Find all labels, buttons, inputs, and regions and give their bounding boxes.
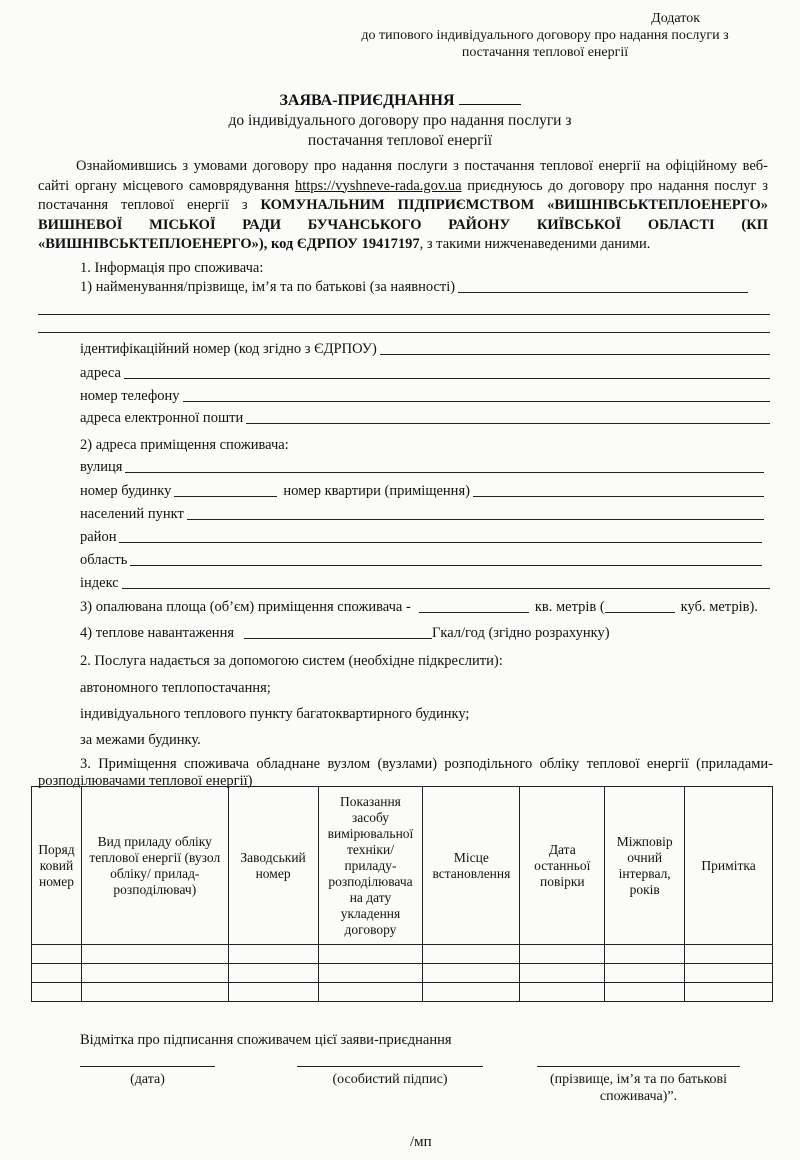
col-header-reading: Показання засобу вимірювальної техніки/ приладу-розподілювача на дату укладення договору (318, 787, 423, 945)
signature-caption: (особистий підпис) (332, 1072, 448, 1087)
table-row (32, 983, 773, 1002)
col-header-device-type: Вид приладу обліку теплової енергії (вузол обліку/ прилад-розподілювач) (81, 787, 228, 945)
table-cell[interactable] (520, 964, 605, 983)
index-field-row (80, 574, 770, 592)
intro-text-1: Ознайомившись з умовами договору про надання послуги з постачання теплової енергії на офіційному веб-сайті органу місцевого самоврядування (38, 158, 768, 194)
table-cell[interactable] (32, 983, 82, 1002)
address-field-row (80, 364, 770, 382)
full-name-signature-line[interactable] (537, 1066, 740, 1067)
table-cell[interactable] (423, 983, 520, 1002)
col-header-interval: Міжповір очний інтервал, років (605, 787, 685, 945)
table-cell[interactable] (81, 964, 228, 983)
settlement-label: населений пункт (80, 506, 184, 522)
settlement-input-line[interactable] (187, 518, 764, 520)
name-input-line-3[interactable] (38, 332, 770, 333)
title-line-2: до індивідуального договору про надання послуги з (228, 112, 572, 129)
table-cell[interactable] (32, 945, 82, 964)
settlement-field-row (80, 505, 764, 523)
phone-field-row (80, 387, 770, 405)
title-main: ЗАЯВА-ПРИЄДНАННЯ (279, 92, 455, 109)
street-field-row (80, 458, 764, 476)
name-input-line-2[interactable] (38, 314, 770, 315)
district-field-row (80, 528, 762, 546)
id-label: ідентифікаційний номер (код згідно з ЄДРПОУ) (80, 341, 377, 357)
table-cell[interactable] (520, 983, 605, 1002)
heat-load-input-line[interactable] (244, 637, 432, 639)
region-label: область (80, 552, 128, 568)
table-cell[interactable] (685, 945, 773, 964)
table-cell[interactable] (228, 983, 318, 1002)
intro-text-3: , з такими нижченаведеними даними. (419, 236, 651, 252)
date-signature-line[interactable] (80, 1066, 215, 1067)
table-cell[interactable] (605, 983, 685, 1002)
premises-heading: 2) адреса приміщення споживача: (80, 437, 289, 453)
col-header-number: Поряд ковий номер (32, 787, 82, 945)
table-cell[interactable] (318, 945, 423, 964)
area-cub-unit: куб. метрів). (680, 599, 758, 615)
area-sq-unit: кв. метрів ( (534, 599, 605, 615)
table-cell[interactable] (32, 964, 82, 983)
table-cell[interactable] (423, 945, 520, 964)
heat-load-unit: Гкал/год (згідно розрахунку) (432, 625, 610, 641)
table-row (32, 964, 773, 983)
phone-input-line[interactable] (183, 400, 771, 402)
name-input-line[interactable] (458, 291, 748, 293)
address-label: адреса (80, 365, 121, 381)
email-field-row (80, 409, 770, 427)
table-cell[interactable] (520, 945, 605, 964)
heat-load-field-row (80, 624, 610, 642)
region-input-line[interactable] (130, 564, 762, 566)
section1-heading: 1. Інформація про споживача: (80, 260, 264, 276)
col-header-note: Примітка (685, 787, 773, 945)
stamp-mark: /мп (410, 1134, 432, 1150)
company-name: КОМУНАЛЬНИМ ПІДПРИЄМСТВОМ «ВИШНІВСЬКТЕПЛОЕНЕРГО» ВИШНЕВОЇ МІСЬКОЇ РАДИ БУЧАНСЬКОГО РАЙОНУ КИЇВСЬКОЇ ОБЛАСТІ (КП «ВИШНІВСЬКТЕПЛОЕНЕРГО»), код ЄДРПОУ 19417197 (38, 197, 768, 252)
index-input-line[interactable] (122, 587, 770, 589)
signature-note: Відмітка про підписання споживачем цієї заяви-приєднання (80, 1032, 452, 1048)
area-label: 3) опалювана площа (об’єм) приміщення споживача - (80, 599, 411, 615)
title-number-blank[interactable] (459, 90, 521, 105)
meters-table-header (32, 787, 773, 945)
col-header-location: Місце встановлення (423, 787, 520, 945)
full-name-caption: (прізвище, ім’я та по батькові споживача)”. (549, 1072, 728, 1104)
document-title (0, 90, 800, 151)
house-input-line[interactable] (174, 495, 277, 497)
personal-signature-line[interactable] (297, 1066, 483, 1067)
title-line-3: постачання теплової енергії (307, 132, 493, 149)
house-field-row (80, 482, 764, 500)
intro-text-2: приєднуюсь до договору про надання послуг з постачання теплової енергії з (38, 177, 768, 213)
email-input-line[interactable] (246, 422, 770, 424)
email-label: адреса електронної пошти (80, 410, 244, 426)
addendum-header (335, 10, 755, 61)
street-input-line[interactable] (125, 471, 764, 473)
area-field-row (80, 598, 766, 616)
date-caption: (дата) (130, 1072, 165, 1087)
house-label: номер будинку (80, 483, 172, 499)
system-option-individual-point[interactable]: індивідуального теплового пункту багатоквартирного будинку; (80, 706, 470, 722)
address-input-line[interactable] (124, 377, 770, 379)
table-cell[interactable] (318, 983, 423, 1002)
id-input-line[interactable] (380, 353, 770, 355)
heat-load-label: 4) теплове навантаження (80, 625, 234, 641)
district-label: район (80, 529, 117, 545)
apartment-label: номер квартири (приміщення) (283, 483, 470, 499)
table-cell[interactable] (685, 964, 773, 983)
name-field-row (80, 278, 748, 296)
table-cell[interactable] (605, 945, 685, 964)
table-cell[interactable] (81, 983, 228, 1002)
meters-table (31, 786, 773, 1002)
table-cell[interactable] (685, 983, 773, 1002)
council-website-link[interactable]: https://vyshneve-rada.gov.ua (294, 177, 462, 194)
phone-label: номер телефону (80, 388, 180, 404)
region-field-row (80, 551, 762, 569)
table-cell[interactable] (81, 945, 228, 964)
apartment-input-line[interactable] (473, 495, 764, 497)
intro-paragraph (38, 157, 768, 255)
area-cub-input-line[interactable] (605, 611, 675, 613)
addendum-line-1: Додаток (651, 11, 700, 26)
id-field-row (80, 340, 770, 358)
section3-text: 3. Приміщення споживача обладнане вузлом (вузлами) розподільного обліку теплової енергії (приладами-розподілювачами теплової енергії) (38, 756, 773, 789)
table-cell[interactable] (605, 964, 685, 983)
col-header-serial-number: Заводський номер (228, 787, 318, 945)
table-cell[interactable] (228, 964, 318, 983)
addendum-line-3: постачання теплової енергії (461, 45, 629, 60)
index-label: індекс (80, 575, 119, 591)
table-cell[interactable] (423, 964, 520, 983)
area-sq-input-line[interactable] (419, 611, 529, 613)
addendum-line-2: до типового індивідуального договору про надання послуги з (361, 28, 729, 43)
table-cell[interactable] (318, 964, 423, 983)
district-input-line[interactable] (119, 541, 762, 543)
table-cell[interactable] (228, 945, 318, 964)
section2-heading: 2. Послуга надається за допомогою систем (необхідне підкреслити): (80, 653, 503, 669)
street-label: вулиця (80, 459, 123, 475)
table-row (32, 945, 773, 964)
name-label: 1) найменування/прізвище, ім’я та по батькові (за наявності) (80, 279, 456, 295)
system-option-outside-building[interactable]: за межами будинку. (80, 732, 201, 748)
col-header-last-check-date: Дата останньої повірки (520, 787, 605, 945)
system-option-autonomous[interactable]: автономного теплопостачання; (80, 680, 271, 696)
